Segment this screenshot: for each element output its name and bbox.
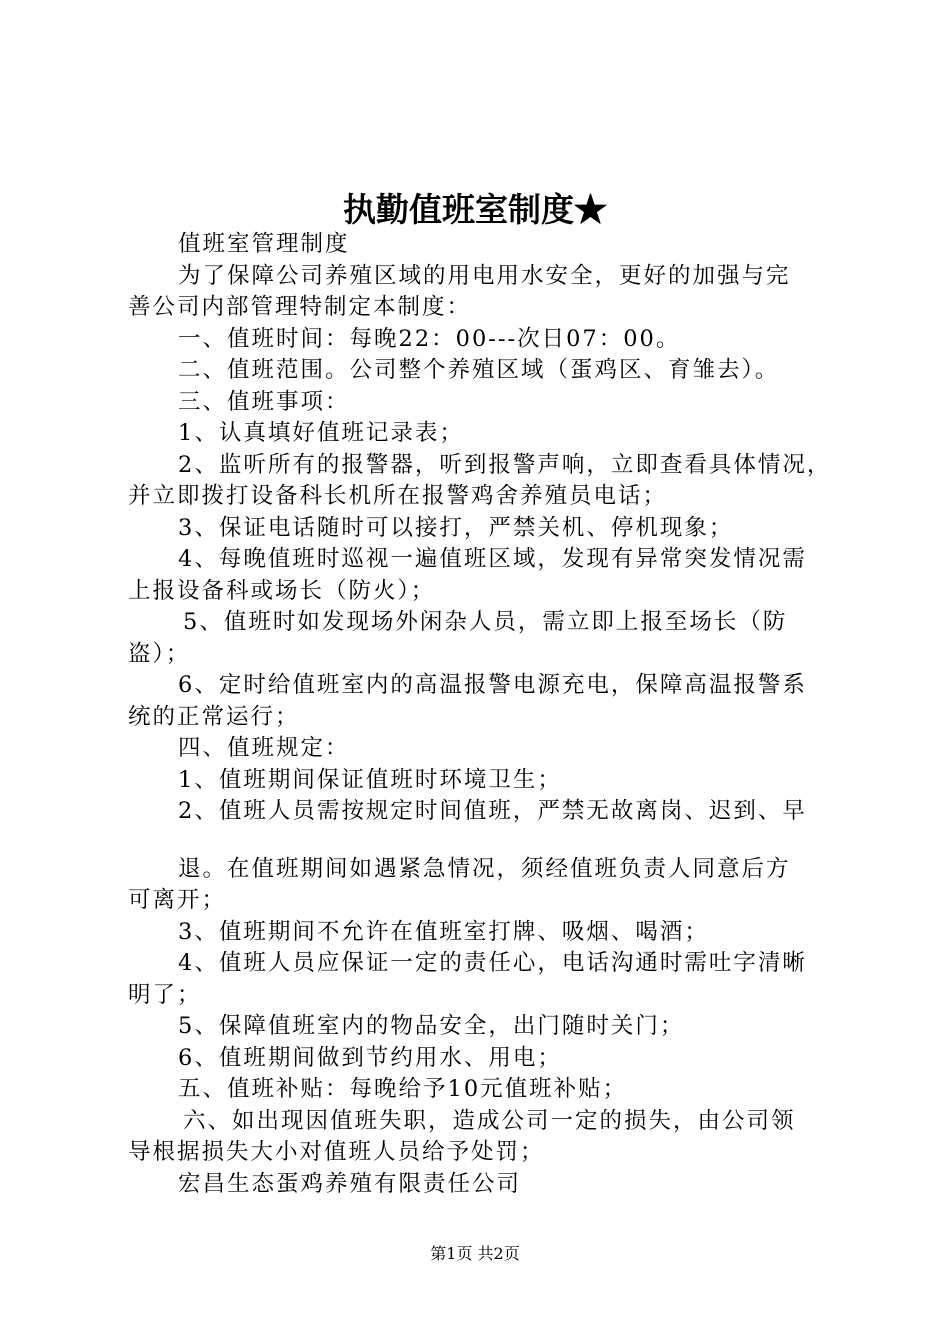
paragraph-line: 2、监听所有的报警器，听到报警声响，立即查看具体情况， [178, 451, 832, 478]
paragraph-line: 导根据损失大小对值班人员给予处罚； [128, 1139, 545, 1165]
document-title: 执勤值班室制度★ [343, 190, 607, 229]
paragraph-line: 3、值班期间不允许在值班室打牌、吸烟、喝酒； [178, 918, 709, 945]
paragraph-line: 4、值班人员应保证一定的责任心，电话沟通时需吐字清晰 [178, 950, 807, 976]
signature-company: 宏昌生态蛋鸡养殖有限责任公司 [178, 1170, 522, 1197]
paragraph-line: 并立即拨打设备科长机所在报警鸡舍养殖员电话； [128, 483, 668, 509]
paragraph-line: 五、值班补贴：每晚给予10元值班补贴； [178, 1076, 628, 1102]
paragraph-line: 四、值班规定： [178, 735, 350, 761]
paragraph-line: 可离开； [128, 887, 227, 913]
paragraph-line: 一、值班时间：每晚22：00---次日07：00。 [178, 325, 681, 352]
paragraph-line: 盗）； [128, 640, 191, 667]
paragraph-line: 1、认真填好值班记录表； [178, 420, 464, 446]
paragraph-line: 为了保障公司养殖区域的用电用水安全，更好的加强与完 [178, 262, 791, 289]
spacer [128, 828, 833, 854]
paragraph-line: 5、保障值班室内的物品安全，出门随时关门； [178, 1013, 685, 1039]
section-heading: 值班室管理制度 [178, 231, 350, 257]
paragraph-line: 六、如出现因值班失职，造成公司一定的损失，由公司领 [183, 1107, 796, 1134]
paragraph-line: 2、值班人员需按规定时间值班，严禁无故离岗、迟到、早 [178, 798, 807, 824]
page-footer: 第1页 共2页 [430, 1244, 520, 1263]
paragraph-line: 退。在值班期间如遇紧急情况，须经值班负责人同意后方 [178, 855, 791, 882]
paragraph-line: 上报设备科或场长（防火）； [128, 577, 436, 604]
paragraph-line: 4、每晚值班时巡视一遍值班区域，发现有异常突发情况需 [178, 546, 807, 572]
paragraph-line: 3、保证电话随时可以接打，严禁关机、停机现象； [178, 514, 734, 541]
paragraph-line: 三、值班事项： [178, 388, 350, 415]
paragraph-line: 统的正常运行； [128, 703, 300, 730]
paragraph-line: 5、值班时如发现场外闲杂人员，需立即上报至场长（防 [183, 609, 788, 635]
document-body [128, 229, 833, 1200]
paragraph-line: 1、值班期间保证值班时环境卫生； [178, 766, 562, 793]
paragraph-line: 二、值班范围。公司整个养殖区域（蛋鸡区、育雏去）。 [178, 357, 780, 383]
paragraph-line: 6、值班期间做到节约用水、用电； [178, 1044, 562, 1071]
paragraph-line: 6、定时给值班室内的高温报警电源充电，保障高温报警系 [178, 672, 807, 698]
paragraph-line: 善公司内部管理特制定本制度： [128, 294, 472, 320]
paragraph-line: 明了； [128, 981, 202, 1008]
